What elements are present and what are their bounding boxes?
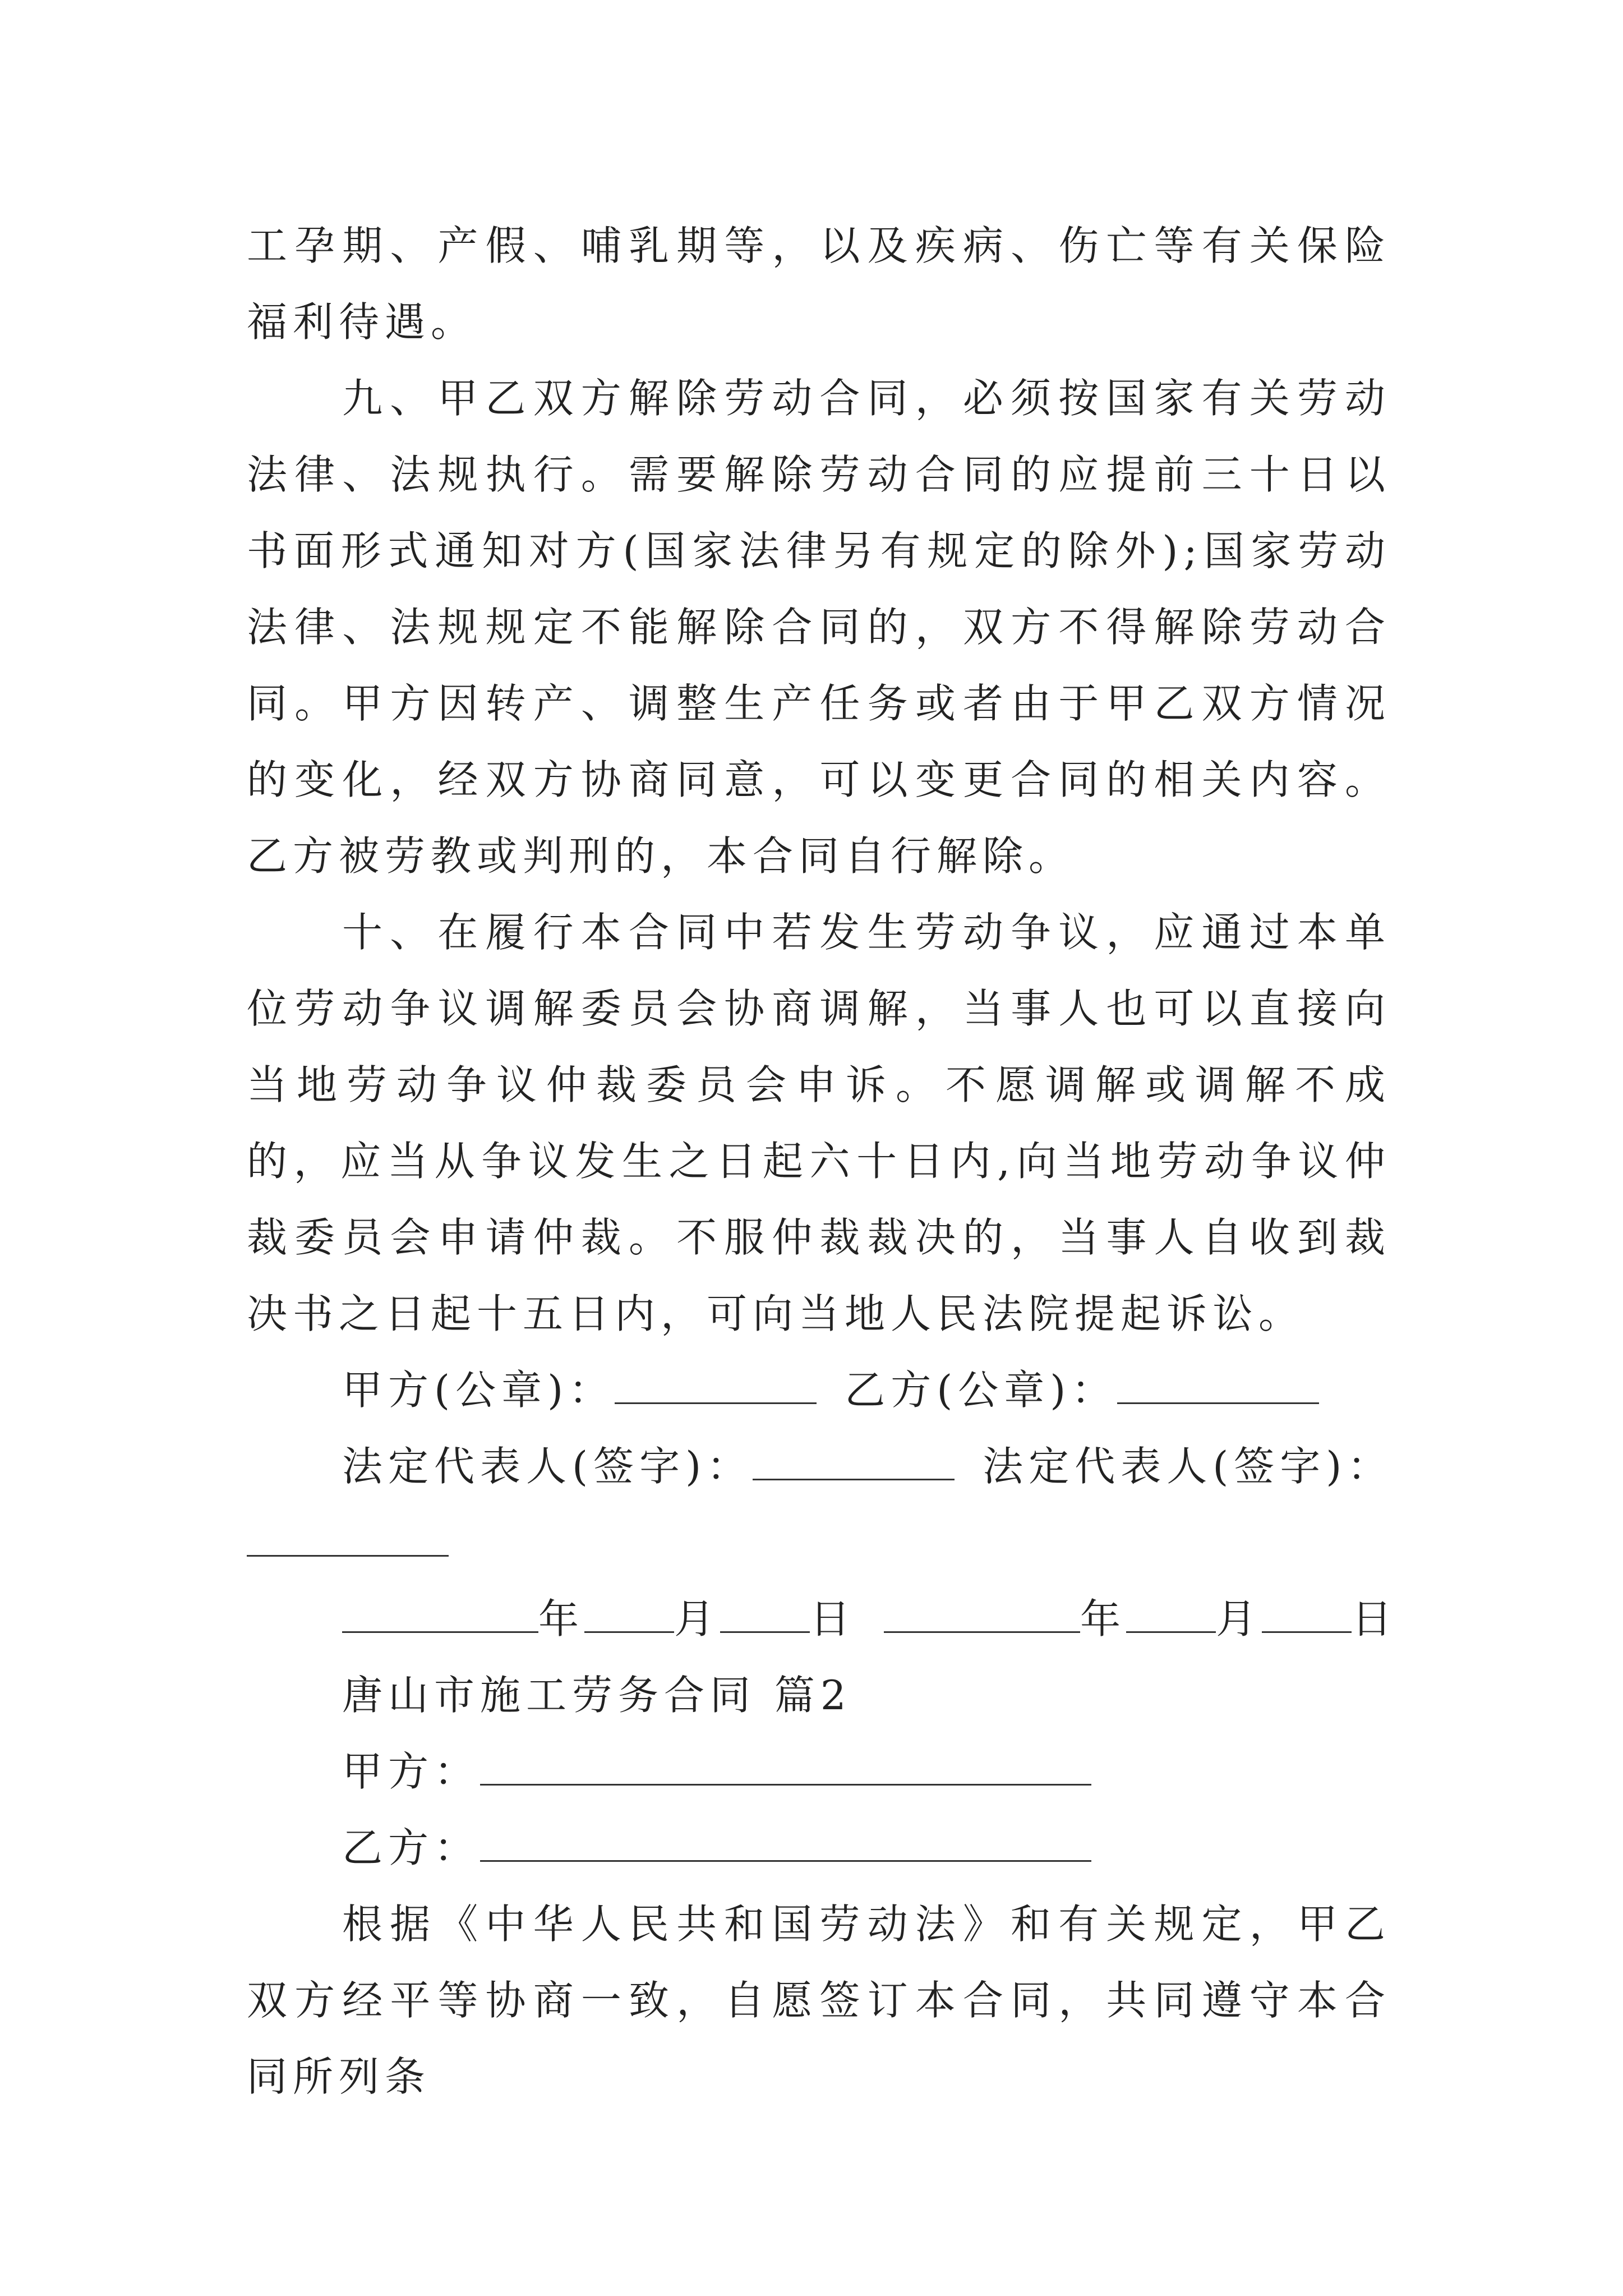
rep-b-blank-line (247, 1504, 449, 1581)
section2-party-b-blank[interactable] (480, 1826, 1091, 1862)
day-a-label: 日 (810, 1595, 856, 1642)
rep-a-blank[interactable] (753, 1445, 955, 1480)
rep-b-label: 法定代表人(签字)： (983, 1443, 1394, 1490)
month-b-label: 月 (1216, 1595, 1262, 1642)
rep-b-blank[interactable] (247, 1521, 449, 1557)
clause-ten (247, 894, 1391, 1352)
rep-a-label: 法定代表人(签字)： (342, 1443, 753, 1490)
party-b-seal-label: 乙方(公章)： (845, 1366, 1118, 1414)
day-a-blank[interactable] (720, 1598, 810, 1633)
paragraph-benefits-text: 工孕期、产假、哺乳期等，以及疾病、伤亡等有关保险福利待遇。 (247, 222, 1391, 346)
party-a-seal-label: 甲方(公章)： (342, 1366, 615, 1414)
section2-intro-text: 根据《中华人民共和国劳动法》和有关规定，甲乙双方经平等协商一致，自愿签订本合同，共同遵守本合同所列条 (247, 1901, 1391, 2100)
party-b-seal-blank[interactable] (1117, 1369, 1319, 1404)
month-a-blank[interactable] (584, 1598, 674, 1633)
paragraph-benefits (247, 208, 1391, 360)
party-a-seal-blank[interactable] (615, 1369, 817, 1404)
clause-ten-text: 十、在履行本合同中若发生劳动争议，应通过本单位劳动争议调解委员会协商调解，当事人也可以直接向当地劳动争议仲裁委员会申诉。不愿调解或调解不成的，应当从争议发生之日起六十日内,向当地劳动争议仲裁委员会申请仲裁。不服仲裁裁决的，当事人自收到裁决书之日起十五日内，可向当地人民法院提起诉讼。 (247, 909, 1391, 1337)
month-b-blank[interactable] (1126, 1598, 1216, 1633)
day-b-label: 日 (1352, 1595, 1398, 1642)
section2-party-a-blank[interactable] (480, 1750, 1091, 1786)
section2-title-text: 唐山市施工劳务合同 篇2 (342, 1672, 852, 1719)
clause-nine-text: 九、甲乙双方解除劳动合同，必须按国家有关劳动法律、法规执行。需要解除劳动合同的应提前三十日以书面形式通知对方(国家法律另有规定的除外);国家劳动法律、法规规定不能解除合同的，双方不得解除劳动合同。甲方因转产、调整生产任务或者由于甲乙双方情况的变化，经双方协商同意，可以变更合同的相关内容。乙方被劳教或判刑的，本合同自行解除。 (247, 375, 1391, 880)
year-b-label: 年 (1080, 1595, 1127, 1642)
representative-line (342, 1428, 1393, 1504)
seal-line (342, 1352, 1319, 1428)
year-a-label: 年 (538, 1595, 585, 1642)
section2-party-a-label: 甲方： (342, 1748, 481, 1795)
month-a-label: 月 (674, 1595, 721, 1642)
section2-party-a-line (342, 1733, 1091, 1810)
year-a-blank[interactable] (342, 1598, 538, 1633)
section2-party-b-label: 乙方： (342, 1824, 481, 1871)
clause-nine (247, 360, 1391, 894)
section2-title (342, 1657, 852, 1733)
day-b-blank[interactable] (1262, 1598, 1352, 1633)
section2-party-b-line (342, 1810, 1091, 1886)
date-line (342, 1581, 1398, 1657)
section2-intro (247, 1886, 1391, 2115)
year-b-blank[interactable] (884, 1598, 1080, 1633)
